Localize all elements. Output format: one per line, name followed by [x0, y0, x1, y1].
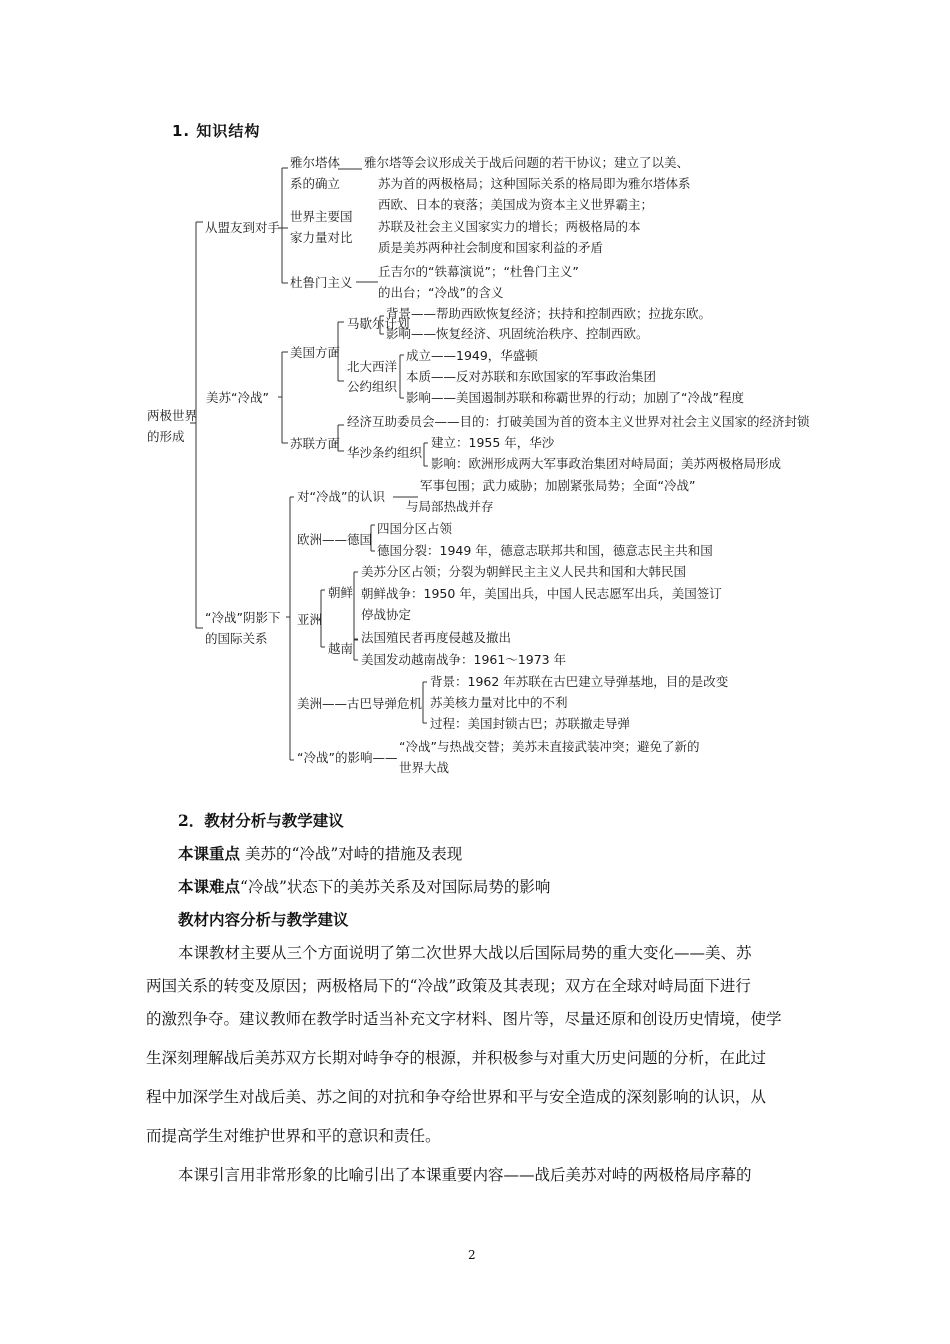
warsaw-text-2: 影响：欧洲形成两大军事政治集团对峙局面；美苏两极格局形成: [431, 456, 782, 471]
cold-war-view-text-2: 与局部热战并存: [406, 499, 494, 514]
branch-cold-war: 美苏“冷战”: [206, 390, 269, 405]
marshall-text-2: 影响——恢复经济、巩固统治秩序、控制西欧。: [386, 326, 649, 341]
yalta-label-2: 系的确立: [290, 176, 341, 191]
europe-label: 欧洲——德国: [297, 532, 373, 547]
power-label-1: 世界主要国: [290, 209, 353, 224]
korea-text-1: 美苏分区占领；分裂为朝鲜民主主义人民共和国和大韩民国: [361, 564, 687, 579]
ussr-side-label: 苏联方面: [290, 436, 341, 451]
truman-text-2: 的出台；“冷战”的含义: [378, 285, 504, 300]
power-label-2: 家力量对比: [290, 230, 353, 245]
tree-root-line-2: 的形成: [147, 429, 185, 444]
america-text-2: 苏美核力量对比中的不利: [430, 695, 568, 710]
page-number: 2: [468, 1248, 476, 1262]
asia-label: 亚洲: [297, 612, 323, 627]
europe-text-1: 四国分区占领: [377, 521, 453, 536]
vietnam-text-2: 美国发动越南战争：1961～1973 年: [361, 652, 567, 667]
cold-war-view-label: 对“冷战”的认识: [297, 489, 385, 504]
korea-label: 朝鲜: [328, 585, 354, 600]
vietnam-label: 越南: [328, 641, 354, 656]
section-1-title: 1. 知识结构: [172, 122, 261, 140]
comecon-text: 经济互助委员会——目的：打破美国为首的资本主义世界对社会主义国家的经济封锁: [347, 414, 810, 429]
difficulty-label: 本课难点: [178, 877, 241, 896]
para1-line-3: 的激烈争夺。建议教师在教学时适当补充文字材料、图片等，尽量还原和创设历史情境，使学: [146, 1010, 782, 1028]
section-2-title: 2．教材分析与教学建议: [178, 811, 344, 830]
branch-allies-to-rivals: 从盟友到对手: [205, 220, 281, 235]
nato-text-2: 本质——反对苏联和东欧国家的军事政治集团: [406, 369, 657, 384]
america-text-1: 背景：1962 年苏联在古巴建立导弹基地，目的是改变: [430, 674, 729, 689]
power-text-1: 西欧、日本的衰落；美国成为资本主义世界霸主；: [378, 197, 654, 212]
america-label: 美洲——古巴导弹危机: [297, 696, 423, 711]
content-heading: 教材内容分析与教学建议: [178, 910, 349, 929]
power-text-2: 苏联及社会主义国家实力的增长；两极格局的本: [378, 219, 641, 234]
para2-line-1: 本课引言用非常形象的比喻引出了本课重要内容——战后美苏对峙的两极格局序幕的: [178, 1166, 752, 1184]
para1-line-1: 本课教材主要从三个方面说明了第二次世界大战以后国际局势的重大变化——美、苏: [178, 944, 752, 962]
yalta-text-1: 雅尔塔等会议形成关于战后问题的若干协议；建立了以美、: [364, 155, 690, 170]
para1-line-5: 程中加深学生对战后美、苏之间的对抗和争夺给世界和平与安全造成的深刻影响的认识，从: [146, 1088, 767, 1106]
tree-root-line-1: 两极世界: [147, 408, 198, 423]
cold-war-impact-text-2: 世界大战: [399, 760, 450, 775]
focus-text: 美苏的“冷战”对峙的措施及表现: [244, 845, 463, 863]
nato-text-3: 影响——美国遏制苏联和称霸世界的行动；加剧了“冷战”程度: [406, 390, 744, 405]
truman-label: 杜鲁门主义: [290, 275, 353, 290]
focus-line: [178, 842, 462, 864]
korea-text-2: 朝鲜战争：1950 年，美国出兵，中国人民志愿军出兵，美国签订: [361, 586, 722, 601]
yalta-text-2: 苏为首的两极格局；这种国际关系的格局即为雅尔塔体系: [378, 176, 691, 191]
america-text-3: 过程：美国封锁古巴；苏联撤走导弹: [430, 716, 631, 731]
truman-text-1: 丘吉尔的“铁幕演说”；“杜鲁门主义”: [378, 264, 579, 279]
nato-label-2: 公约组织: [347, 379, 398, 394]
power-text-3: 质是美苏两种社会制度和国家利益的矛盾: [378, 240, 604, 255]
branch-intl-relations-1: “冷战”阴影下: [205, 610, 281, 625]
cold-war-impact-label: “冷战”的影响——: [297, 750, 398, 765]
warsaw-label: 华沙条约组织: [347, 445, 423, 460]
difficulty-line: [178, 875, 550, 897]
korea-text-3: 停战协定: [361, 607, 412, 622]
para1-line-2: 两国关系的转变及原因；两极格局下的“冷战”政策及其表现；双方在全球对峙局面下进行: [146, 977, 751, 995]
branch-intl-relations-2: 的国际关系: [205, 631, 268, 646]
marshall-label: 马歇尔计划: [347, 316, 410, 331]
difficulty-text: “冷战”状态下的美苏关系及对国际局势的影响: [240, 878, 551, 896]
focus-label: 本课重点: [178, 844, 241, 863]
cold-war-view-text-1: 军事包围；武力威胁；加剧紧张局势；全面“冷战”: [420, 478, 696, 493]
para1-line-4: 生深刻理解战后美苏双方长期对峙争夺的根源，并积极参与对重大历史问题的分析，在此过: [146, 1049, 767, 1067]
warsaw-text-1: 建立：1955 年，华沙: [431, 435, 555, 450]
nato-text-1: 成立——1949，华盛顿: [406, 348, 538, 363]
marshall-text-1: 背景——帮助西欧恢复经济；扶持和控制西欧；拉拢东欧。: [386, 306, 712, 321]
yalta-label-1: 雅尔塔体: [290, 155, 341, 170]
europe-text-2: 德国分裂：1949 年，德意志联邦共和国，德意志民主共和国: [377, 543, 713, 558]
nato-label-1: 北大西洋: [347, 359, 398, 374]
vietnam-text-1: 法国殖民者再度侵越及撤出: [361, 630, 512, 645]
para1-line-6: 而提高学生对维护世界和平的意识和责任。: [146, 1127, 441, 1145]
cold-war-impact-text-1: “冷战”与热战交替；美苏未直接武装冲突；避免了新的: [399, 739, 700, 754]
us-side-label: 美国方面: [290, 345, 341, 360]
